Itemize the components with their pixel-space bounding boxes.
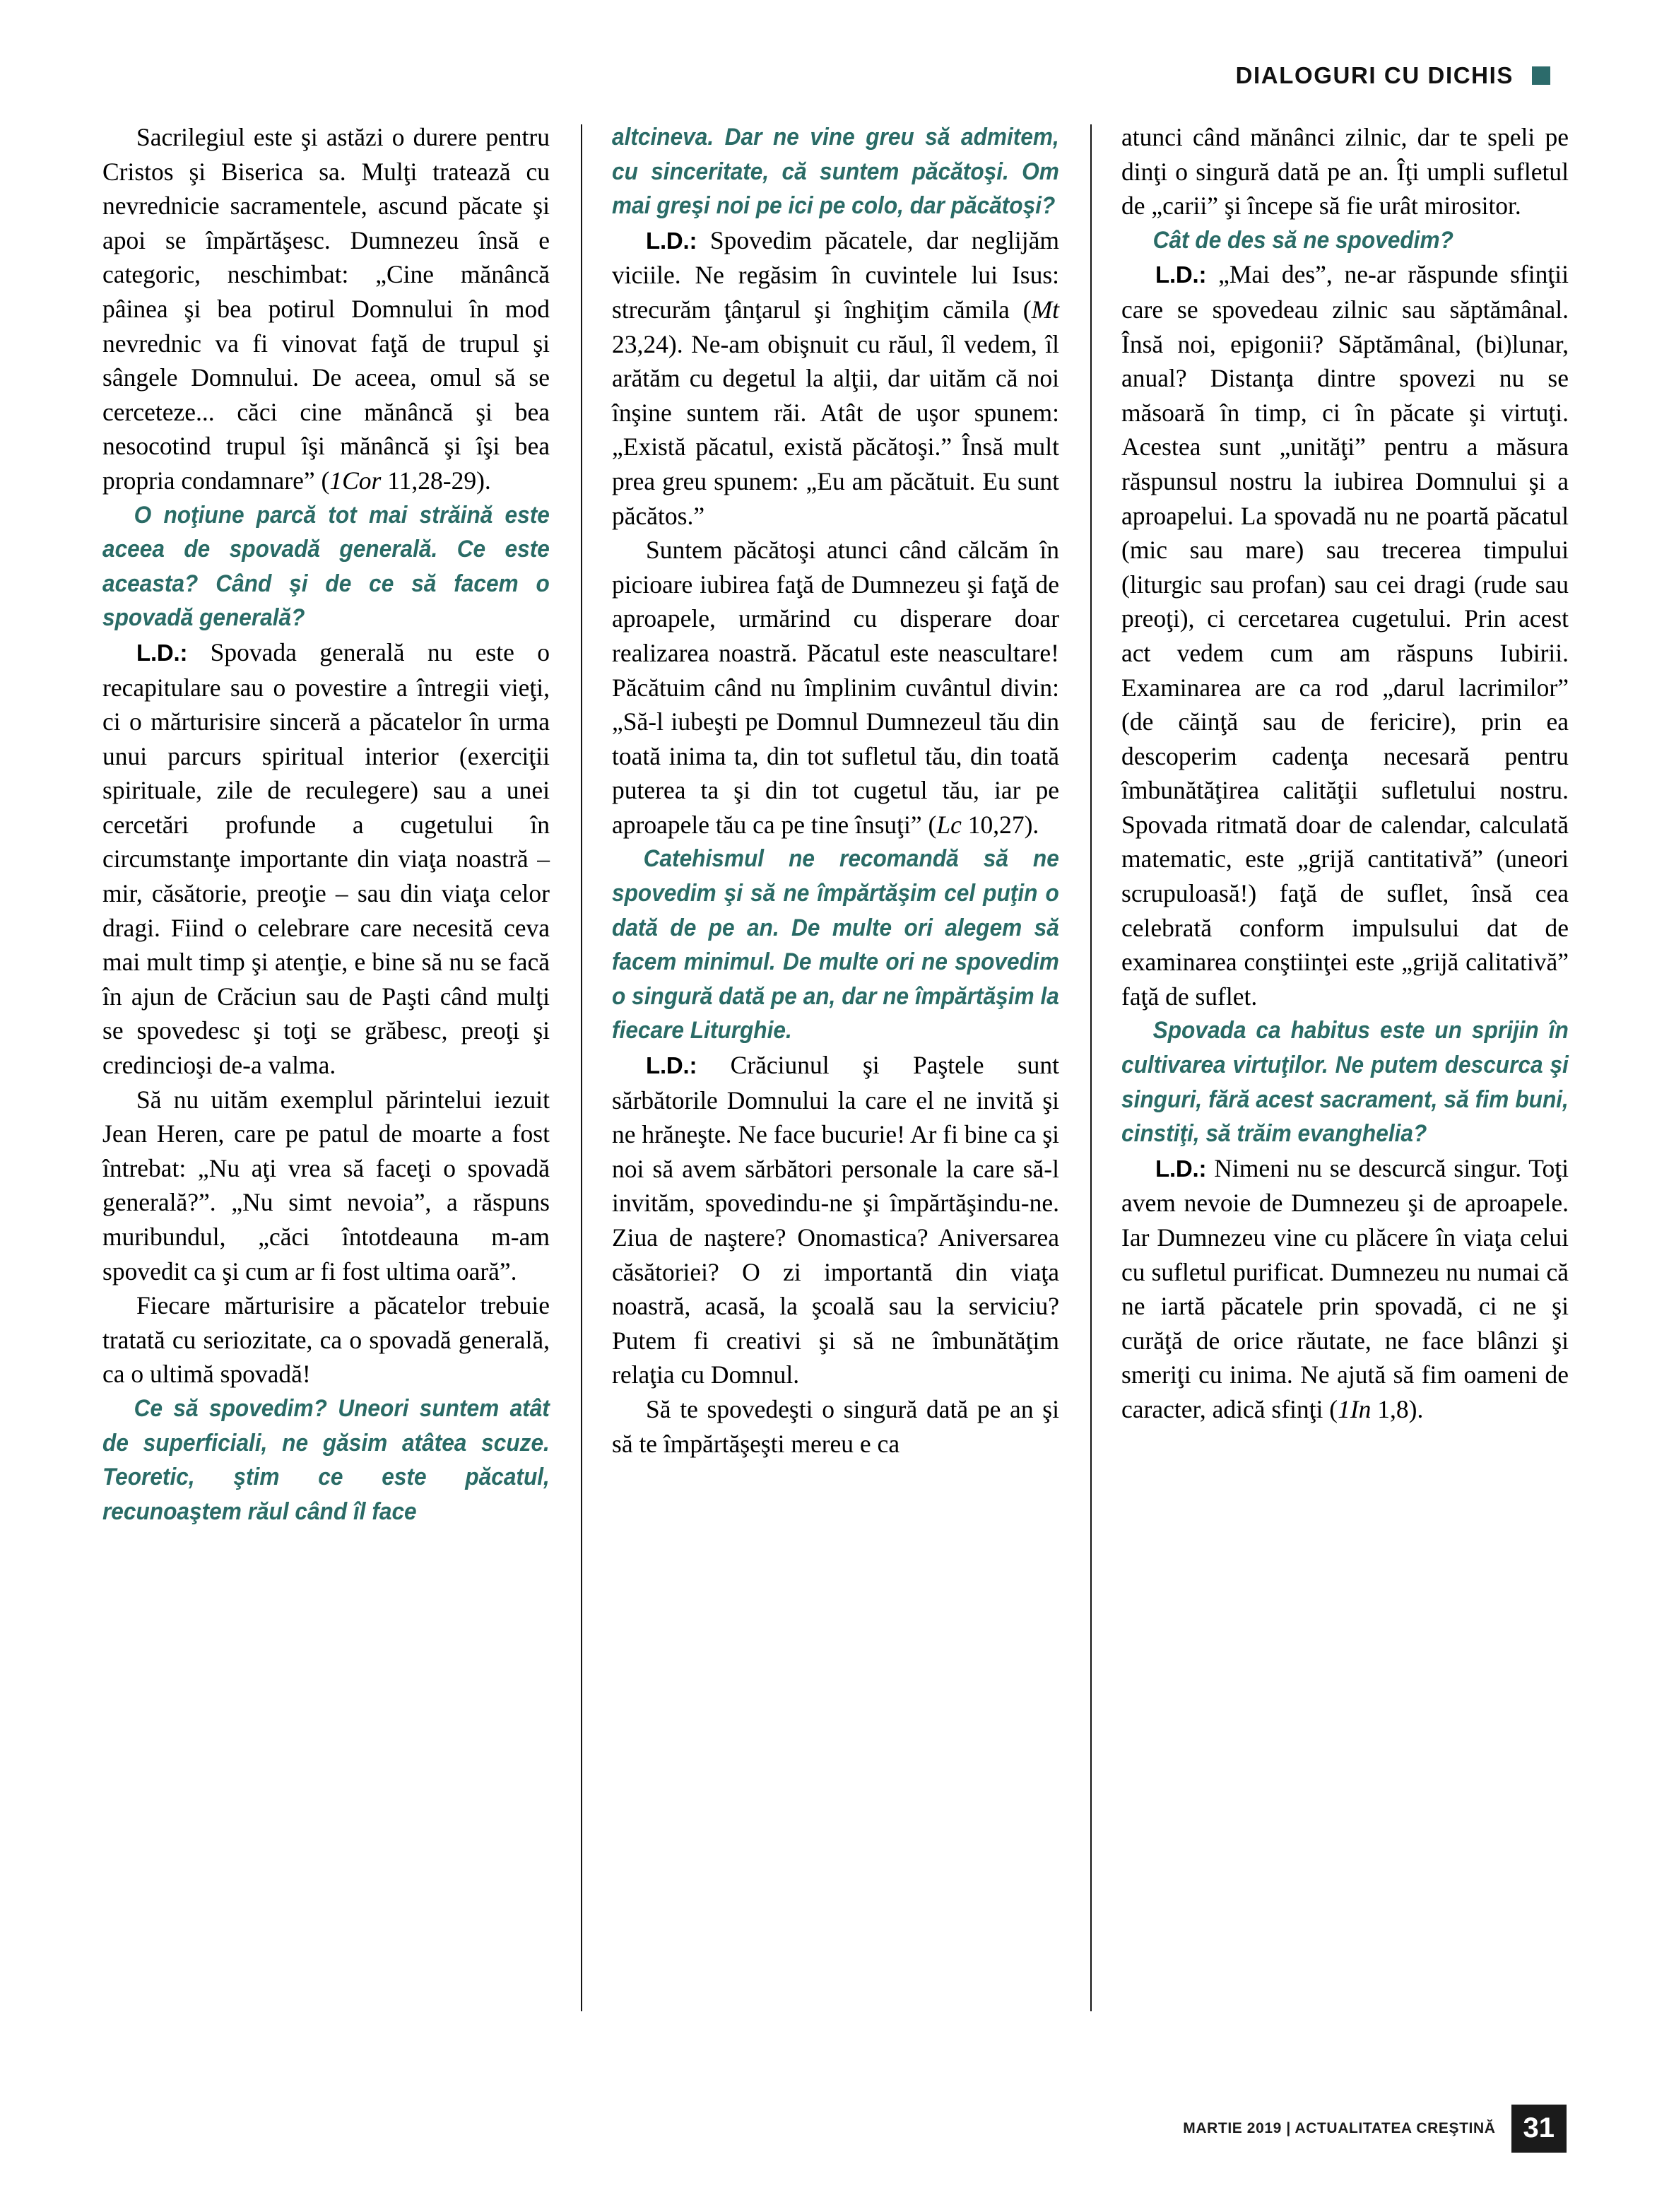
speaker-label-ld: L.D.:: [646, 1052, 697, 1079]
square-marker-icon: [1532, 66, 1550, 85]
paragraph-suntem-pacatosi-text-a: Suntem păcătoşi atunci când călcăm în picioare iubirea faţă de Dumnezeu şi faţă de aproapele, urmărind cu disperare doar realizarea noastră. Păcatul este neascultare! Păcătuim când nu împlinim cuvântul divin: „Să-l iubeşti pe Domnul Dumnezeul tău din toată inima ta, din tot sufletul tău, din toată puterea ta şi din tot cugetul tău, iar pe aproapele tău ca pe tine însuţi” (: [612, 536, 1059, 839]
scripture-reference-1cor-verse: 11,28-29).: [381, 466, 491, 495]
scripture-reference-lc: Lc: [936, 810, 962, 839]
answer-spovedim-pacatele-text-b: 23,24). Ne-am obişnuit cu răul, îl vedem, îl arătăm cu degetul la alţii, dar uităm că noi înşine suntem răi. Atât de uşor spunem: „Există păcatul, există păcătoşi.” Însă mult prea greu spunem: „Eu am păcătuit. Eu sunt păcătos.”: [612, 329, 1059, 530]
paragraph-intro: Sacrilegiul este şi astăzi o durere pentru Cristos şi Biserica sa. Mulţi tratează cu nevrednicie sacramentele, ascund păcate şi apoi se împărtăşesc. Dumnezeu însă e categoric, neschimbat: „Cine mănâncă pâinea şi bea potirul Domnului în mod nevrednic va fi vinovat faţă de trupul şi sângele Domnului. De aceea, omul să se cerceteze... căci cine mănâncă şi bea nesocotind trupul îşi mănâncă şi îşi bea propria condamnare” (1Cor 11,28-29).: [102, 123, 550, 495]
answer-nimeni-nu-se-descurca: [1121, 1151, 1569, 1427]
column-3: [1121, 120, 1569, 2042]
paragraph-suntem-pacatosi-text-b: 10,27).: [961, 810, 1039, 839]
paragraph-intro-text: Sacrilegiul este şi astăzi o durere pentru Cristos şi Biserica sa. Mulţi tratează cu nevrednicie sacramentele, ascund păcate şi apoi se împărtăşesc. Dumnezeu însă e categoric, neschimbat: „Cine mănâncă pâinea şi bea potirul Domnului în mod nevrednic va fi vinovat faţă de trupul şi sângele Domnului. De aceea, omul să se cerceteze... căci cine mănâncă şi bea nesocotind trupul îşi mănâncă şi îşi bea propria condamnare”: [102, 123, 550, 495]
paragraph-suntem-pacatosi: [612, 533, 1059, 842]
answer-spovedim-pacatele: [612, 223, 1059, 533]
running-head: [1236, 62, 1550, 89]
speaker-label-ld: L.D.:: [1155, 261, 1207, 288]
scripture-reference-1in: 1In: [1338, 1394, 1372, 1423]
answer-nimeni-text-a: Nimeni nu se descurcă singur. Toţi avem nevoie de Dumnezeu şi de aproapele. Iar Dumnezeu vine cu plăcere în viaţa celui cu sufletul purificat. Dumnezeu nu numai că ne iartă păcatele prin spovadă, ci ne şi curăţă de orice răutate, ne face blânzi şi smeriţi cu inima. Ne ajută să fim oameni de caracter, adică sfinţi (: [1121, 1153, 1569, 1423]
answer-spovada-generala: [102, 635, 550, 1083]
answer-craciunul-pastele-text: Crăciunul şi Paştele sunt sărbătorile Domnului la care el ne invită şi ne hrăneşte. Ne face bucurie! Ar fi bine ca şi noi să avem sărbători personale la care să-l invităm, spovedindu-ne şi împărtăşindu-ne. Ziua de naştere? Onomastica? Aniversarea căsătoriei? O zi importantă din viaţa noastră, acasă, la şcoală sau la serviciu? Putem fi creativi şi să ne îmbunătăţim relaţia cu Domnul.: [612, 1051, 1059, 1389]
answer-spovedim-pacatele-text-a: Spovedim păcatele, dar neglijăm viciile. Ne regăsim în cuvintele lui Isus: strecurăm ţânţarul şi înghiţim cămila (: [612, 225, 1059, 324]
speaker-label-ld: L.D.:: [1155, 1155, 1207, 1182]
question-catehismul: Catehismul ne recomandă să ne spovedim şi să ne împărtăşim cel puţin o dată de pe an. De multe ori alegem să facem minimul. De multe ori ne spovedim o singură dată pe an, dar ne împărtăşim la fiecare Liturghie.: [612, 845, 1059, 1045]
paragraph-jean-heren: Să nu uităm exemplul părintelui iezuit Jean Heren, care pe patul de moarte a fost întrebat: „Nu aţi vrea să faceţi o spovadă generală?”. „Nu simt nevoia”, a răspuns muribundul, „căci întotdeauna m-am spovedit ca şi cum ar fi fost ultima oară”.: [102, 1085, 550, 1286]
footer-issue-line: MARTIE 2019 | ACTUALITATEA CREŞTINĂ: [1183, 2120, 1496, 2136]
answer-mai-des: [1121, 257, 1569, 1013]
question-ce-sa-spovedim-continued: altcineva. Dar ne vine greu să admitem, cu sinceritate, că suntem păcătoşi. Om mai greşi noi pe ici pe colo, dar păcătoşi?: [612, 124, 1059, 220]
answer-spovada-generala-text: Spovada generală nu este o recapitulare sau o povestire a întregii vieţi, ci o mărturisire sinceră a păcatelor în urma unui parcurs spiritual interior (exerciţii spirituale, zile de reculegere) sau a unei cercetări profunde a cugetului în circumstanţe importante din viaţa noastră – mir, căsătorie, preoţie – sau din viaţa celor dragi. Fiind o celebrare care necesită ceva mai mult timp şi atenţie, e bine să nu se facă în ajun de Crăciun sau de Paşti când mulţi se spovedesc şi toţi se grăbesc, preoţi şi credincioşi de-a valma.: [102, 637, 550, 1080]
article-columns: [102, 120, 1569, 2042]
page-footer: [102, 2105, 1567, 2153]
paragraph-sa-te-spovedesti: Să te spovedeşti o singură dată pe an şi să te împărtăşeşti mereu e ca: [612, 1394, 1059, 1458]
speaker-label-ld: L.D.:: [136, 639, 188, 666]
answer-nimeni-text-b: 1,8).: [1371, 1394, 1424, 1423]
column-2: [612, 120, 1059, 2042]
question-spovada-generala: O noţiune parcă tot mai străină este aceea de spovadă generală. Ce este aceasta? Când şi de ce să facem o spovadă generală?: [102, 501, 550, 632]
scripture-reference-1cor: 1Cor: [329, 466, 382, 495]
answer-mai-des-text: „Mai des”, ne-ar răspunde sfinţii care se spovedeau zilnic sau săptămânal. Însă noi, epigonii? Săptămânal, (bi)lunar, anual? Distanţa dintre spovezi nu se măsoară în timp, ci în păcate şi virtuţi. Acestea sunt „unităţi” pentru a măsura răspunsul nostru la iubirea Domnului şi a aproapelui. La spovadă nu ne poartă păcatul (mic sau mare) sau trecerea timpului (liturgic sau profan) sau cei dragi (rude sau preoţi), ci cercetarea cugetului. Prin acest act vedem cum am răspuns Iubirii. Examinarea are ca rod „darul lacrimilor” (de căinţă sau de fericire), prin ea descoperim cadenţa necesară pentru îmbunătăţirea calităţii sufletului nostru. Spovada ritmată doar de calendar, calculată matematic, este „grijă cantitativă” (uneori scrupuloasă!) faţă de suflet, însă cea celebrată conform impulsului dat de examinarea conştiinţei este „grijă calitativă” faţă de suflet.: [1121, 260, 1569, 1011]
answer-craciunul-pastele: [612, 1048, 1059, 1392]
column-1: [102, 120, 550, 2042]
question-cat-de-des: Cât de des să ne spovedim?: [1152, 226, 1453, 254]
column-divider-1: [550, 120, 612, 2042]
paragraph-marturisire: Fiecare mărturisire a păcatelor trebuie tratată cu seriozitate, ca o spovadă generală, ca o ultimă spovadă!: [102, 1291, 550, 1389]
question-ce-sa-spovedim: Ce să spovedim? Uneori suntem atât de superficiali, ne găsim atâtea scuze. Teoretic, ştim ce este păcatul, recunoaştem răul când îl face: [102, 1394, 550, 1525]
running-head-title: DIALOGURI CU DICHIS: [1235, 62, 1514, 88]
column-divider-2: [1059, 120, 1121, 2042]
question-spovada-habitus: Spovada ca habitus este un sprijin în cultivarea virtuţilor. Ne putem descurca şi singuri, fără acest sacrament, să fim buni, cinstiţi, să trăim evanghelia?: [1121, 1017, 1569, 1148]
scripture-reference-mt: Mt: [1031, 295, 1059, 324]
page-number: 31: [1511, 2105, 1567, 2153]
speaker-label-ld: L.D.:: [646, 227, 697, 254]
paragraph-sa-te-spovedesti-continued: atunci când mănânci zilnic, dar te speli pe dinţi o singură dată pe an. Îţi umpli sufletul de „carii” şi începe să fie urât mirositor.: [1121, 123, 1569, 220]
